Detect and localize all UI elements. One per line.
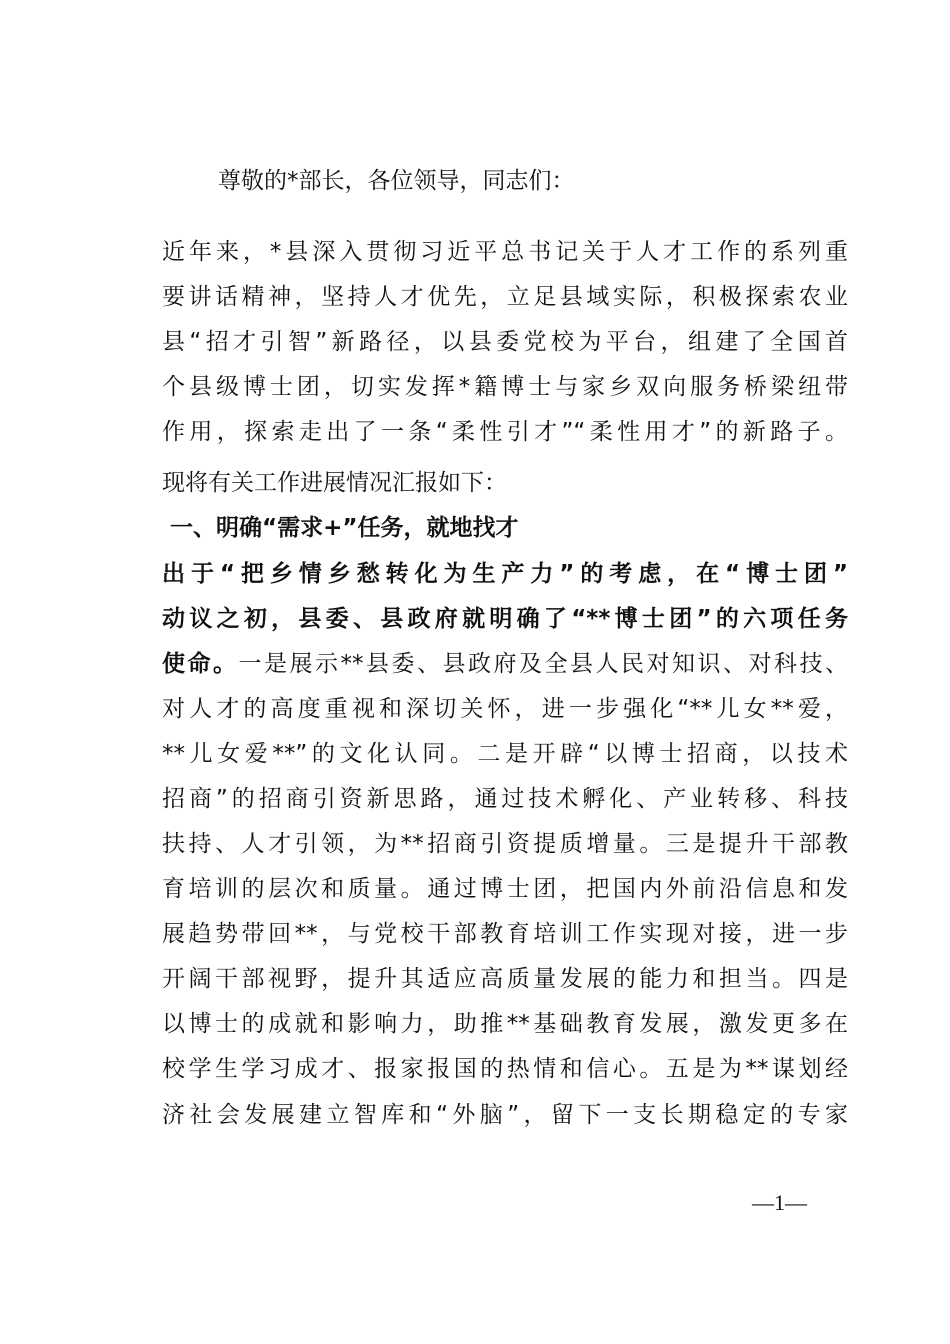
paragraph-line: 作用，探索走出了一条“柔性引才”“柔性用才”的新路子。	[162, 419, 848, 445]
paragraph-line: **儿女爱**”的文化认同。二是开辟“以博士招商，以技术	[162, 741, 848, 767]
section-heading: 一、明确“需求+”任务，就地找才	[170, 515, 519, 541]
paragraph-line: 招商”的招商引资新思路，通过技术孵化、产业转移、科技	[162, 786, 848, 812]
paragraph-line: 展趋势带回**，与党校干部教育培训工作实现对接，进一步	[162, 921, 848, 947]
paragraph-line: 济社会发展建立智库和“外脑”，留下一支长期稳定的专家	[162, 1102, 848, 1128]
paragraph-line: 校学生学习成才、报家报国的热情和信心。五是为**谋划经	[162, 1056, 848, 1082]
salutation: 尊敬的*部长，各位领导，同志们：	[218, 168, 575, 194]
paragraph-line: 现将有关工作进展情况汇报如下：	[162, 470, 507, 496]
paragraph-line: 育培训的层次和质量。通过博士团，把国内外前沿信息和发	[162, 876, 848, 902]
paragraph-line: 县“招才引智”新路径，以县委党校为平台，组建了全国首	[162, 329, 848, 355]
paragraph-line: 对人才的高度重视和深切关怀，进一步强化“**儿女**爱，	[162, 696, 848, 722]
paragraph-line: 出于“把乡情乡愁转化为生产力”的考虑，在“博士团”	[162, 561, 848, 587]
page-number: —1—	[752, 1190, 807, 1215]
paragraph-line: 开阔干部视野，提升其适应高质量发展的能力和担当。四是	[162, 966, 848, 992]
paragraph-line: 扶持、人才引领，为**招商引资提质增量。三是提升干部教	[162, 831, 848, 857]
normal-text: 一是展示**县委、县政府及全县人民对知识、对科技、	[238, 651, 848, 677]
bold-text: 使命。	[162, 651, 239, 677]
paragraph-line: 要讲话精神，坚持人才优先，立足县域实际，积极探索农业	[162, 284, 848, 310]
paragraph-line	[162, 649, 848, 679]
paragraph-line: 个县级博士团，切实发挥*籍博士与家乡双向服务桥梁纽带	[162, 374, 848, 400]
paragraph-line: 以博士的成就和影响力，助推**基础教育发展，激发更多在	[162, 1011, 848, 1037]
paragraph-line: 动议之初，县委、县政府就明确了“**博士团”的六项任务	[162, 606, 848, 632]
paragraph-line: 近年来，*县深入贯彻习近平总书记关于人才工作的系列重	[162, 239, 848, 265]
